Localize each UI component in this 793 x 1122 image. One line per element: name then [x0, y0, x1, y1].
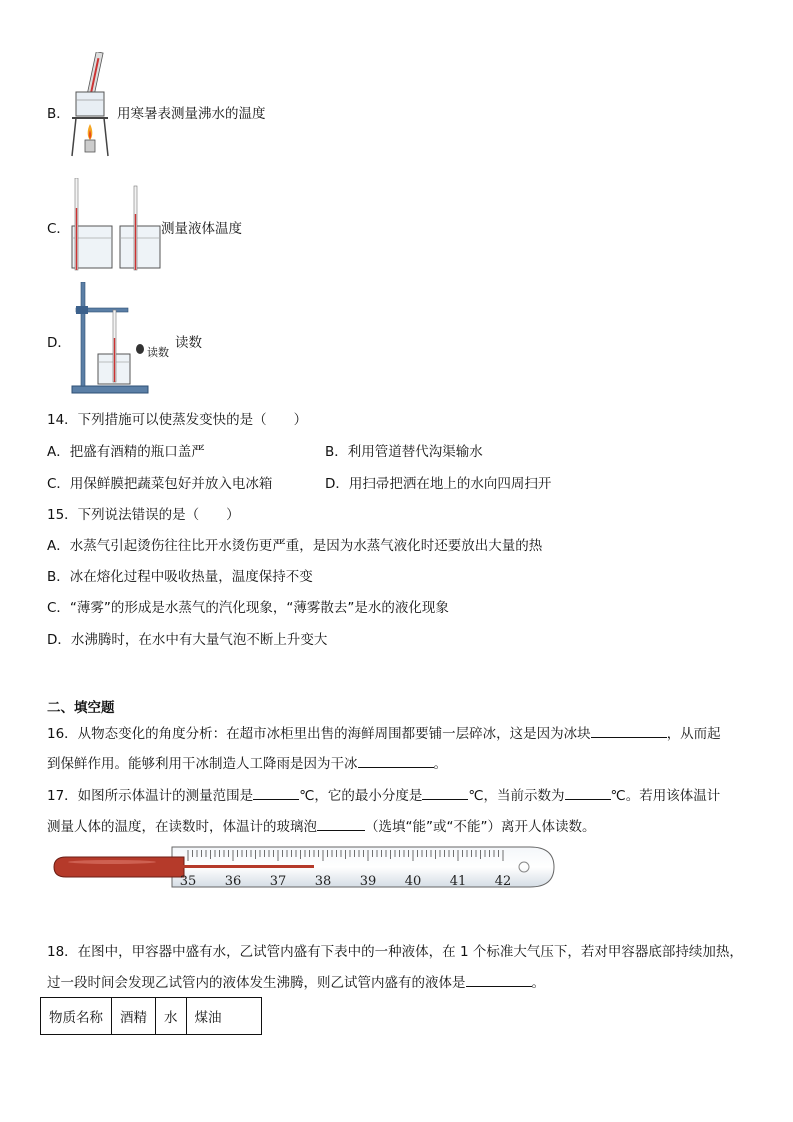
q17-text-d: ℃。若用该体温计	[610, 788, 721, 804]
clinical-thermometer	[52, 843, 558, 893]
scale-label: 36	[224, 874, 242, 889]
q16-text-a: 16．从物态变化的角度分析：在超市冰柜里出售的海鲜周围都要铺一层碎冰，这是因为冰块	[47, 726, 591, 742]
stand-beaker-figure	[68, 282, 152, 396]
q18-blank[interactable]	[466, 972, 532, 987]
q14-option-c: C．用保鲜膜把蔬菜包好并放入电冰箱	[47, 476, 273, 492]
scale-label: 42	[494, 874, 512, 889]
table-cell-header: 物质名称	[41, 998, 112, 1035]
q18-text-b: 。	[531, 975, 545, 991]
q16-text-c: 到保鲜作用。能够利用干冰制造人工降雨是因为干冰	[47, 756, 358, 772]
q17-line1	[47, 784, 720, 804]
liquid-table	[40, 997, 262, 1035]
option-d-caption: 读数	[175, 335, 202, 351]
table-cell-alcohol: 酒精	[112, 998, 156, 1035]
q16-text-b: ，从而起	[666, 726, 721, 742]
q16-line1	[47, 722, 721, 742]
q15-option-c: C．“薄雾”的形成是水蒸气的汽化现象，“薄雾散去”是水的液化现象	[47, 600, 449, 616]
option-d-letter: D．	[47, 335, 71, 351]
q17-blank-reading[interactable]	[565, 785, 611, 800]
q14-option-d: D．用扫帚把洒在地上的水向四周扫开	[325, 476, 552, 492]
q18-text-a: 过一段时间会发现乙试管内的液体发生沸腾，则乙试管内盛有的液体是	[47, 975, 466, 991]
option-b-caption: 用寒暑表测量沸水的温度	[117, 106, 266, 122]
q17-text-a: 17．如图所示体温计的测量范围是	[47, 788, 254, 804]
two-beakers-figure	[70, 178, 162, 272]
q16-blank-2[interactable]	[358, 753, 434, 768]
scale-label: 39	[359, 874, 377, 889]
q15-option-d: D．水沸腾时，在水中有大量气泡不断上升变大	[47, 632, 328, 648]
q17-blank-can[interactable]	[317, 816, 365, 831]
scale-label: 38	[314, 874, 332, 889]
q17-text-c: ℃，当前示数为	[468, 788, 565, 804]
scale-label: 41	[449, 874, 467, 889]
q17-line2	[47, 815, 595, 835]
q15-stem: 15．下列说法错误的是（ ）	[47, 507, 240, 523]
q16-blank-1[interactable]	[591, 723, 667, 738]
scale-label: 40	[404, 874, 422, 889]
scale-label: 37	[269, 874, 287, 889]
option-c-caption: 测量液体温度	[161, 221, 242, 237]
q17-text-f: （选填“能”或“不能”）离开人体读数。	[365, 819, 596, 835]
boiling-water-figure	[66, 52, 114, 160]
eye-read-label: 读数	[147, 346, 169, 359]
q16-text-d: 。	[433, 756, 447, 772]
q14-option-a: A．把盛有酒精的瓶口盖严	[47, 444, 205, 460]
q14-option-b: B．利用管道替代沟渠输水	[325, 444, 483, 460]
q17-blank-division[interactable]	[422, 785, 468, 800]
mercury-column	[182, 865, 314, 868]
q14-stem: 14．下列措施可以使蒸发变快的是（ ）	[47, 412, 308, 428]
q15-option-b: B．冰在熔化过程中吸收热量，温度保持不变	[47, 569, 313, 585]
q15-option-a: A．水蒸气引起烫伤往往比开水烫伤更严重，是因为水蒸气液化时还要放出大量的热	[47, 538, 543, 554]
option-b-letter: B．	[47, 106, 70, 122]
q17-text-b: ℃，它的最小分度是	[299, 788, 423, 804]
q18-line2	[47, 971, 545, 991]
q16-line2	[47, 752, 447, 772]
section-title: 二、填空题	[47, 700, 115, 716]
table-cell-water: 水	[156, 998, 187, 1035]
q18-line1: 18．在图中，甲容器中盛有水，乙试管内盛有下表中的一种液体，在 1 个标准大气压下，若对甲容器底部持续加热，	[47, 944, 743, 960]
scale-label: 35	[179, 874, 197, 889]
q17-text-e: 测量人体的温度，在读数时，体温计的玻璃泡	[47, 819, 317, 835]
table-cell-kerosene: 煤油	[186, 998, 261, 1035]
q17-blank-range[interactable]	[253, 785, 299, 800]
option-c-letter: C．	[47, 221, 70, 237]
table-row	[41, 998, 262, 1035]
